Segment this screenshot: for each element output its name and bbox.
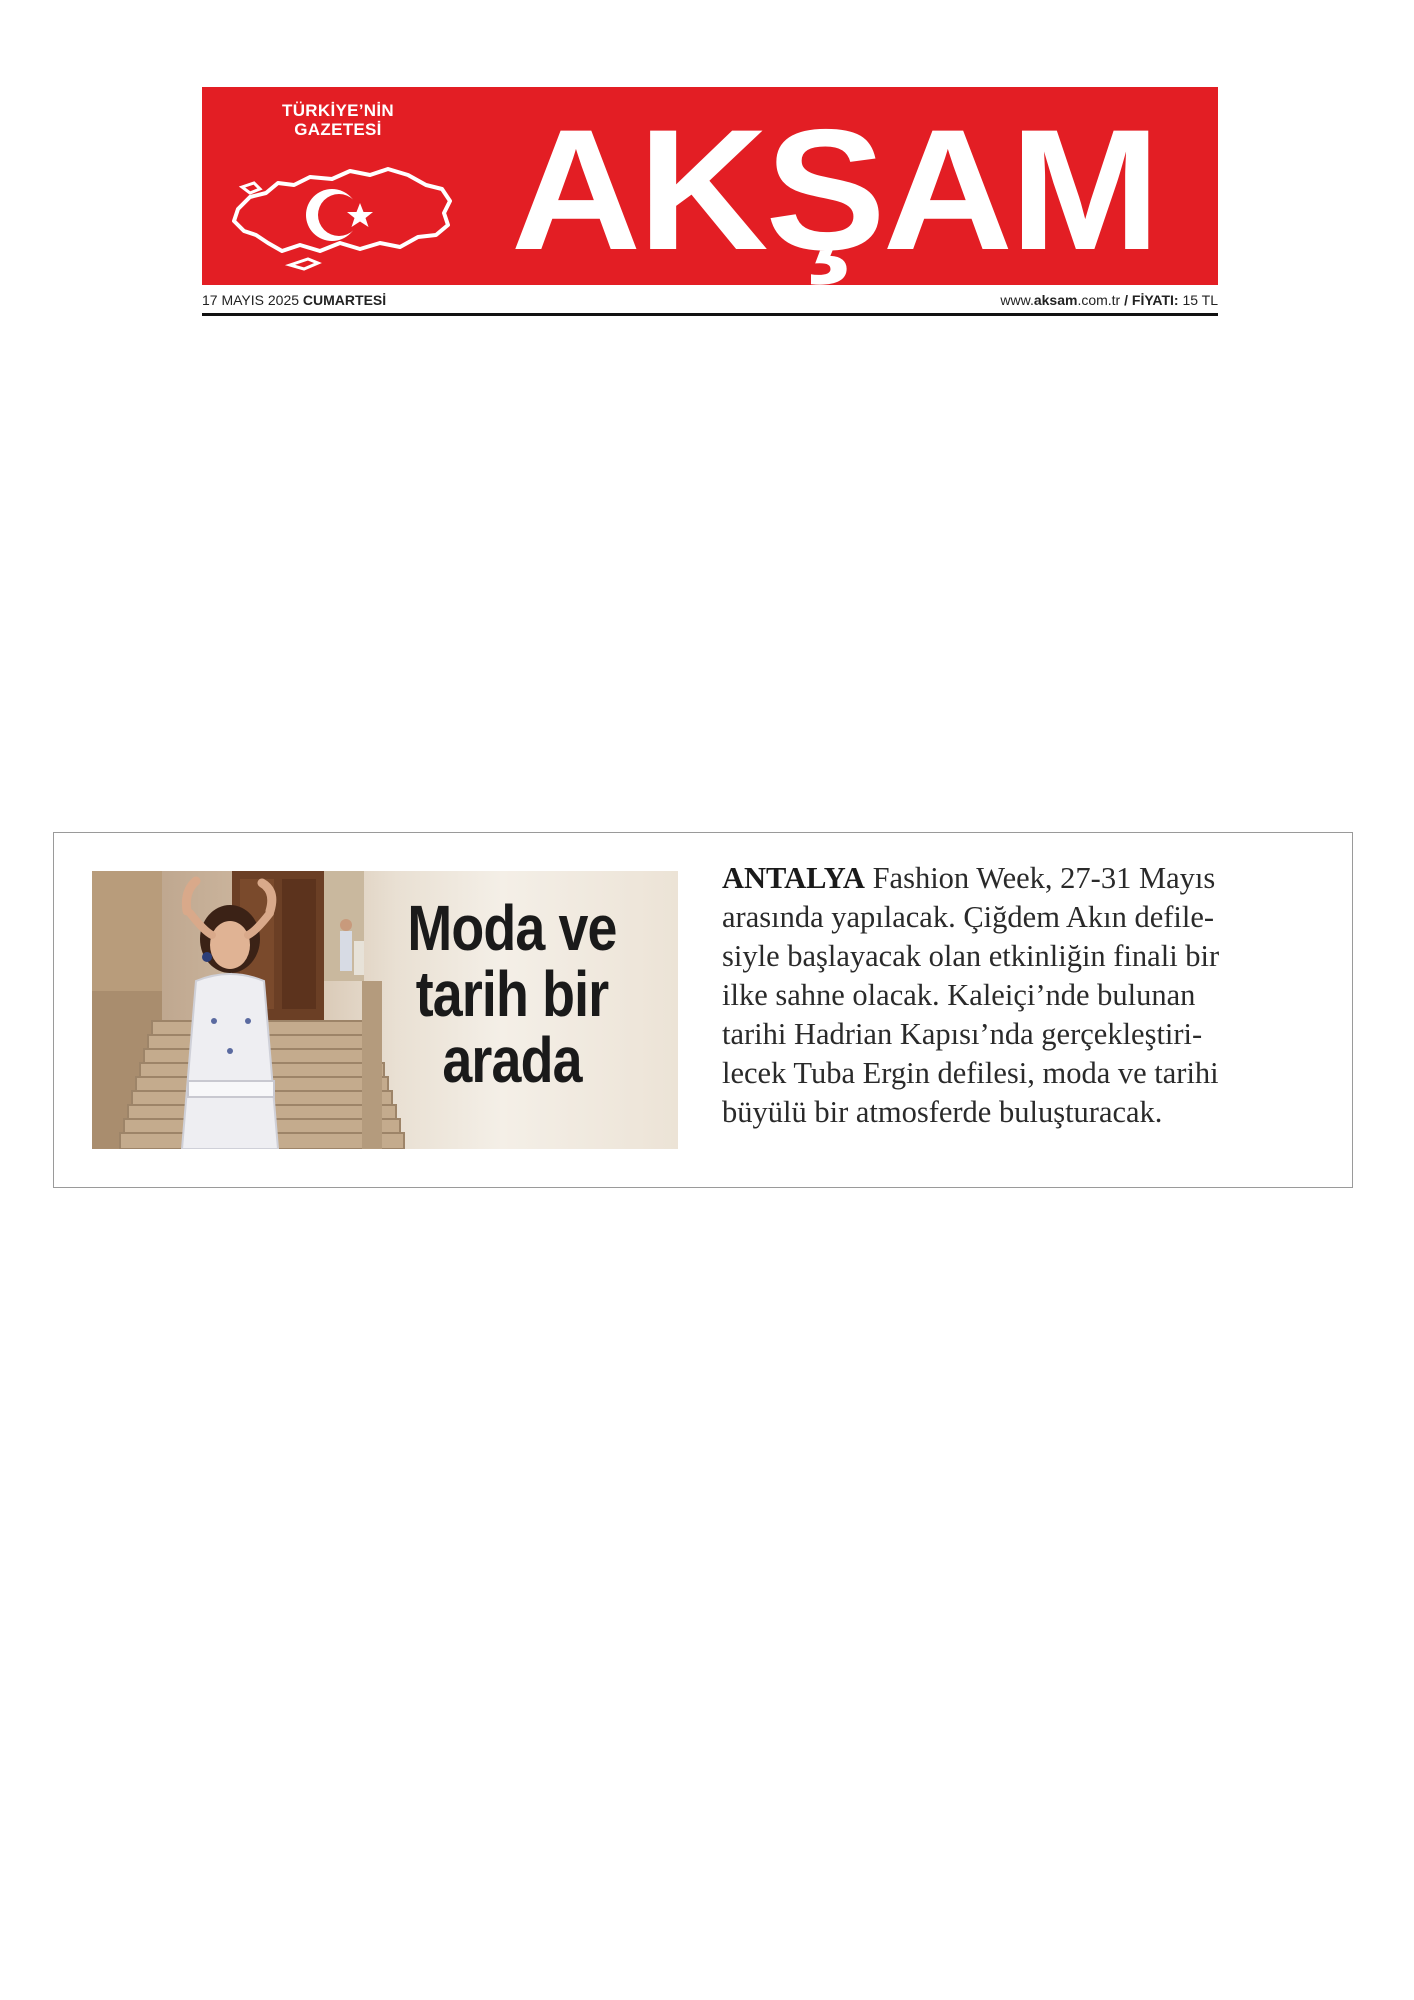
date-text: 17 MAYIS 2025 (202, 292, 300, 308)
masthead-slogan (268, 101, 408, 139)
article-photo-panel (92, 871, 678, 1149)
price-label: FİYATI: (1131, 292, 1179, 308)
price-info (1000, 292, 1218, 308)
slogan-line-1: TÜRKİYE’NİN (282, 101, 394, 120)
body-line-4: ilke sahne olacak. Kaleiçi’nde bulunan (722, 978, 1196, 1012)
slogan-line-2: GAZETESİ (294, 120, 382, 139)
body-line-3: siyle başlayacak olan etkinliğin finali bir (722, 939, 1220, 973)
body-line-2: arasında yapılacak. Çiğdem Akın defile- (722, 900, 1215, 934)
turkey-map-flag-icon (220, 139, 460, 279)
separator: / (1124, 292, 1128, 308)
article-headline (386, 892, 638, 1096)
lead-word: ANTALYA (722, 861, 865, 895)
article-clipping (53, 832, 1353, 1188)
issue-date (202, 292, 386, 308)
weekday-text: CUMARTESİ (302, 292, 387, 308)
body-line-7: büyülü bir atmosferde buluşturacak. (722, 1095, 1163, 1129)
website-link[interactable]: www.aksam.com.tr (1000, 292, 1121, 308)
price-value: 15 TL (1182, 292, 1218, 308)
headline-line-3: arada (442, 1024, 582, 1096)
article-body (722, 859, 1324, 1132)
headline-line-1: Moda ve (407, 892, 617, 964)
masthead-rule (202, 313, 1218, 316)
headline-line-2: tarih bir (415, 958, 609, 1030)
dateline (202, 289, 1218, 311)
masthead (202, 87, 1218, 285)
aksam-logo: AKŞAM (510, 94, 1158, 286)
body-line-5: tarihi Hadrian Kapısı’nda gerçekleştiri- (722, 1017, 1203, 1051)
body-line-6: lecek Tuba Ergin defilesi, moda ve tarihi (722, 1056, 1219, 1090)
body-line-1: ANTALYA Fashion Week, 27-31 Mayıs (722, 861, 1216, 895)
